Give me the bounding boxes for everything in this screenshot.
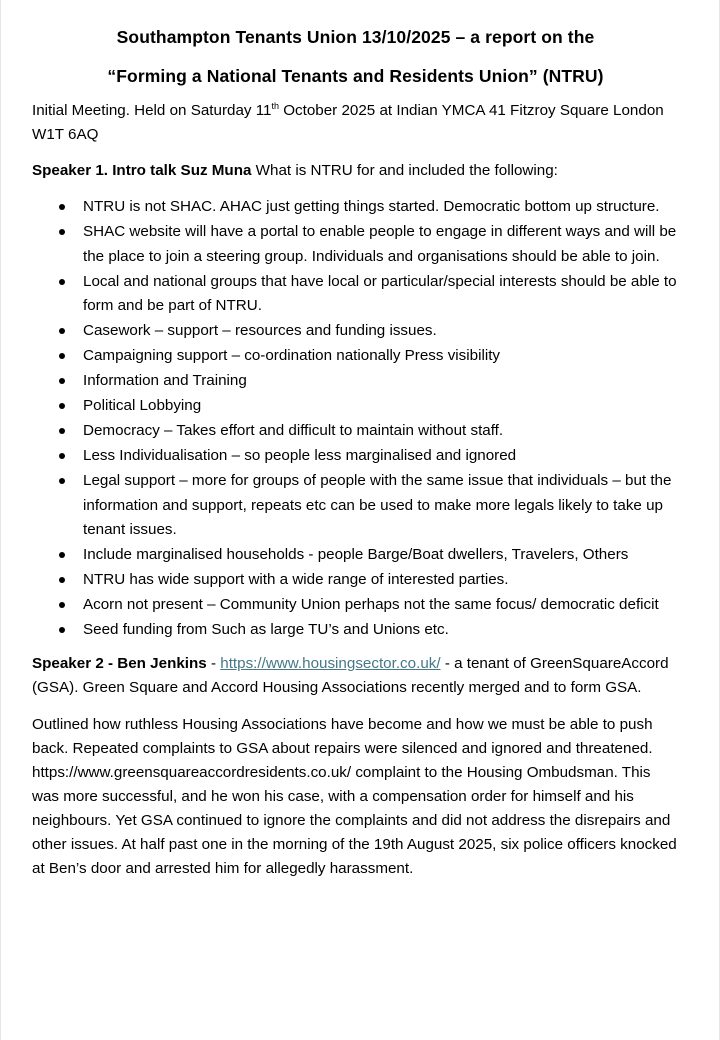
bullet-item [83,618,679,643]
bullet-item [83,270,679,319]
meeting-intro-text: Initial Meeting. Held on Saturday 11 [32,102,272,119]
speaker-2-paragraph [32,652,679,700]
document-title-line-1: Southampton Tenants Union 13/10/2025 – a report on the [116,27,595,47]
bullet-icon [59,428,65,434]
bullet-icon [59,478,65,484]
speaker-1-paragraph [32,159,679,183]
bullet-item [83,344,679,369]
bullet-item [83,543,679,568]
bullet-icon [59,577,65,583]
bullet-item [83,568,679,593]
bullet-icon [59,403,65,409]
speaker-1-label: Speaker 1. Intro talk Suz Muna [32,162,252,179]
document-title-line-2: “Forming a National Tenants and Residents Union” (NTRU) [107,66,604,86]
bullet-item [83,394,679,419]
outlined-paragraph: Outlined how ruthless Housing Associations have become and how we must be able to push back. Repeated complaints to GSA about repairs were silenced and ignored and threatened. https://www.greensquareaccordresidents.co.uk/ complaint to the Housing Ombudsman. This was more successful, and he won his case, with a compensation order for himself and his neighbours. Yet GSA continued to ignore the complaints and did not address the disrepairs and other issues. At half past one in the morning of the 19th August 2025, six police officers knocked at Ben’s door and arrested him for allegedly harassment. [32,715,677,877]
speaker-2-text: - a tenant of GreenSquareAccord (GSA). Green Square and Accord Housing Associations recently merged and to form GSA. [32,654,669,696]
bullet-text: NTRU has wide support with a wide range of interested parties. [83,571,509,588]
bullet-text: Include marginalised households - people Barge/Boat dwellers, Travelers, Others [83,546,629,563]
bullet-item [83,319,679,344]
bullet-item [83,419,679,444]
bullet-text: NTRU is not SHAC. AHAC just getting things started. Democratic bottom up structure. [83,198,660,215]
bullet-icon [59,602,65,608]
bullet-text: Local and national groups that have local or particular/special interests should be able to form and be part of NTRU. [83,272,677,314]
bullet-item [83,444,679,469]
bullet-text: Legal support – more for groups of people with the same issue that individuals – but the information and support, repeats etc can be used to make more legals likely to take up tenant issues. [83,472,672,538]
bullet-item [83,469,679,543]
bullet-text: Information and Training [83,372,247,389]
speaker-2-separator: - [206,654,221,672]
bullet-icon [59,229,65,235]
bullet-text: Casework – support – resources and funding issues. [83,322,437,339]
bullet-item [83,369,679,394]
bullet-text: SHAC website will have a portal to enable people to engage in different ways and will be the place to join a steering group. Individuals and organisations should be able to join. [83,223,677,265]
bullet-icon [59,627,65,633]
bullet-text: Seed funding from Such as large TU’s and Unions etc. [83,621,449,638]
housingsector-link[interactable]: https://www.housingsector.co.uk/ [220,654,441,672]
bullet-text: Less Individualisation – so people less marginalised and ignored [83,447,517,464]
bullet-text: Campaigning support – co-ordination nationally Press visibility [83,347,501,364]
bullet-text: Democracy – Takes effort and difficult to maintain without staff. [83,422,504,439]
bullet-item [83,220,679,269]
bullet-item [83,593,679,618]
bullet-icon [59,204,65,210]
bullet-icon [59,552,65,558]
bullet-item [83,195,679,220]
bullet-icon [59,279,65,285]
bullet-icon [59,453,65,459]
bullet-icon [59,328,65,334]
bullet-text: Acorn not present – Community Union perhaps not the same focus/ democratic deficit [83,596,659,613]
bullet-icon [59,353,65,359]
ordinal-superscript: th [271,100,279,111]
meeting-intro-location: October 2025 at Indian YMCA 41 Fitzroy Square London W1T 6AQ [32,102,664,143]
bullet-icon [59,378,65,384]
meeting-intro [32,99,679,147]
speaker-2-label: Speaker 2 - Ben Jenkins [32,654,207,672]
speaker-1-text: What is NTRU for and included the following: [251,162,558,179]
bullet-text: Political Lobbying [83,397,202,414]
speaker-1-bullet-list [32,195,679,643]
